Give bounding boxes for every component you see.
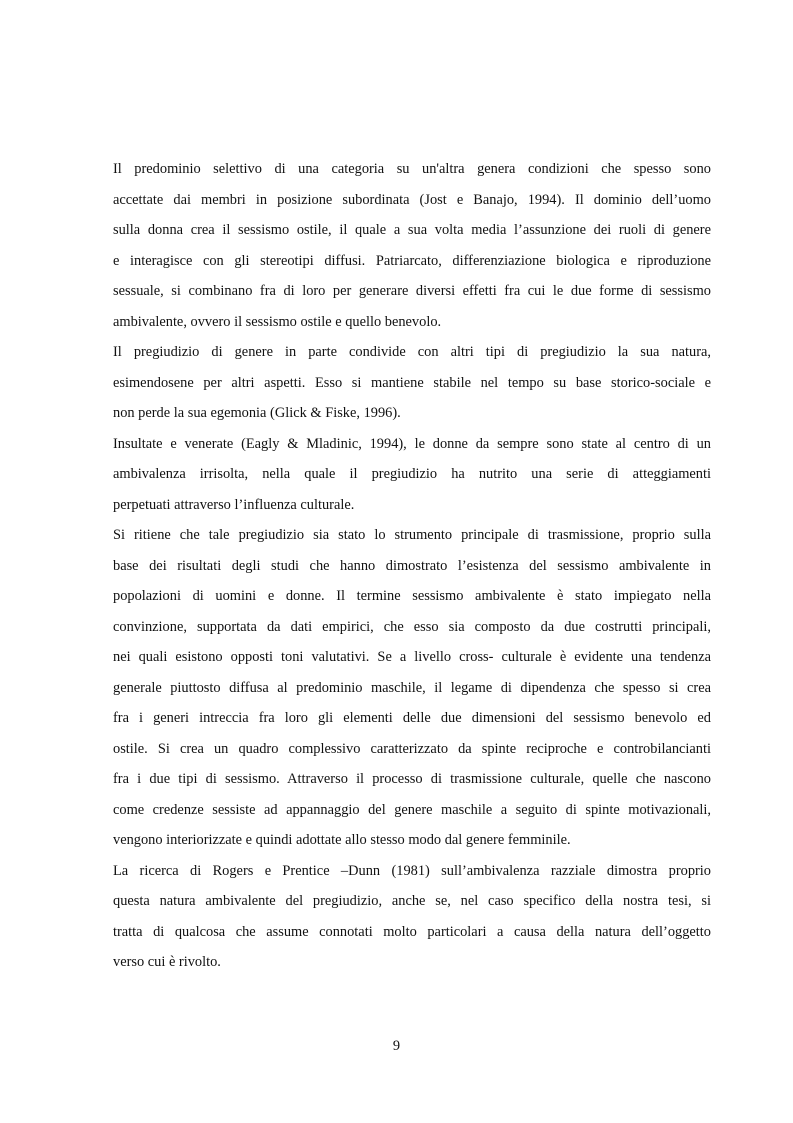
text-line: e interagisce con gli stereotipi diffusi. Patriarcato, differenziazione biologica e riproduzione (113, 252, 711, 269)
text-line: nei quali esistono opposti toni valutativi. Se a livello cross- culturale è evidente una tendenza (113, 649, 711, 665)
text-line: fra i generi intreccia fra loro gli elementi delle due dimensioni del sessismo benevolo ed (113, 710, 711, 726)
text-line: generale piuttosto diffusa al predominio maschile, il legame di dipendenza che spesso si crea (113, 679, 711, 696)
text-line: questa natura ambivalente del pregiudizio, anche se, nel caso specifico della nostra tesi, si (113, 893, 711, 909)
body-text (113, 154, 711, 978)
text-line: sulla donna crea il sessismo ostile, il quale a sua volta media l’assunzione dei ruoli di genere (113, 222, 711, 238)
text-line: Si ritiene che tale pregiudizio sia stato lo strumento principale di trasmissione, proprio sulla (113, 527, 711, 543)
text-line: ostile. Si crea un quadro complessivo caratterizzato da spinte reciproche e controbilancianti (113, 740, 711, 757)
text-line: Il pregiudizio di genere in parte condivide con altri tipi di pregiudizio la sua natura, (113, 344, 711, 360)
text-line: ambivalente, ovvero il sessismo ostile e quello benevolo. (113, 313, 442, 330)
text-line: verso cui è rivolto. (113, 954, 221, 970)
text-line: vengono interiorizzate e quindi adottate allo stesso modo dal genere femminile. (113, 832, 571, 848)
text-line: convinzione, supportata da dati empirici, che esso sia composto da due costrutti principali, (113, 618, 711, 635)
text-line: tratta di qualcosa che assume connotati molto particolari a causa della natura dell’oggetto (113, 923, 711, 940)
text-line: non perde la sua egemonia (Glick & Fiske, 1996). (113, 405, 401, 421)
text-line: base dei risultati degli studi che hanno dimostrato l’esistenza del sessismo ambivalente in (113, 557, 711, 574)
text-line: esimendosene per altri aspetti. Esso si mantiene stabile nel tempo su base storico-sociale e (113, 374, 711, 391)
text-line: La ricerca di Rogers e Prentice –Dunn (1981) sull’ambivalenza razziale dimostra proprio (113, 862, 711, 879)
text-line: popolazioni di uomini e donne. Il termine sessismo ambivalente è stato impiegato nella (113, 588, 711, 604)
page-number: 9 (392, 1038, 401, 1054)
text-line: perpetuati attraverso l’influenza culturale. (113, 496, 355, 513)
text-line: fra i due tipi di sessismo. Attraverso il processo di trasmissione culturale, quelle che nascono (113, 771, 711, 787)
text-line: Il predominio selettivo di una categoria su un'altra genera condizioni che spesso sono (113, 161, 711, 177)
text-line: sessuale, si combinano fra di loro per generare diversi effetti fra cui le due forme di sessismo (113, 283, 711, 299)
text-line: ambivalenza irrisolta, nella quale il pregiudizio ha nutrito una serie di atteggiamenti (113, 466, 711, 482)
text-line: accettate dai membri in posizione subordinata (Jost e Banajo, 1994). Il dominio dell’uomo (113, 191, 711, 208)
text-line: come credenze sessiste ad appannaggio del genere maschile a seguito di spinte motivazionali, (113, 801, 711, 818)
text-line: Insultate e venerate (Eagly & Mladinic, 1994), le donne da sempre sono state al centro di un (113, 435, 711, 452)
